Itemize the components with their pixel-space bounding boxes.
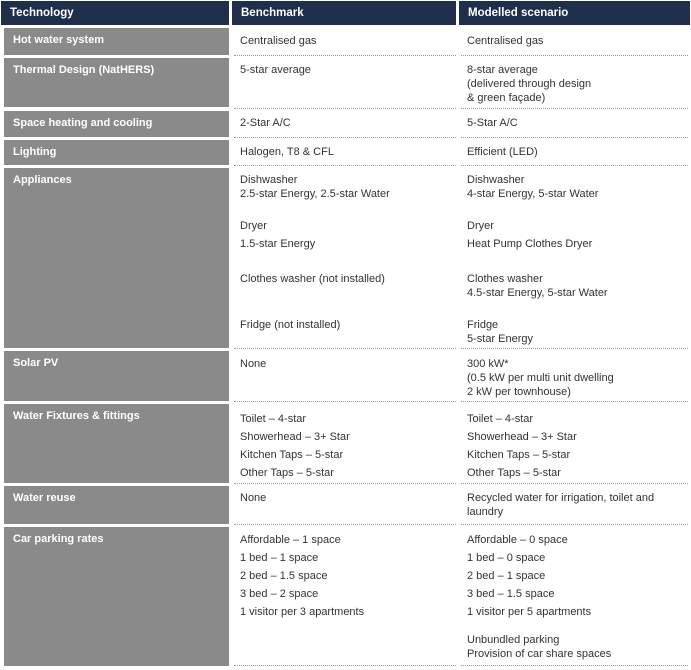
comparison-table [1,1,690,668]
modelled-water-reuse [467,491,689,519]
modelled-lighting [467,145,689,159]
benchmark-line: Affordable – 1 space [240,534,341,546]
benchmark-hot-water [240,34,454,48]
modelled-appliances-dishwasher [467,173,689,201]
modelled-line: Provision of car share spaces [467,648,612,660]
benchmark-line: 2-Star A/C [240,117,291,129]
benchmark-line: Dishwasher [240,174,298,186]
row-divider [461,348,688,349]
modelled-line: 3 bed – 1.5 space [467,588,555,600]
header-technology: Technology [1,1,229,25]
modelled-line: Dishwasher [467,174,525,186]
row-divider [461,483,688,484]
benchmark-line: 1 visitor per 3 apartments [240,606,365,618]
modelled-line: 2 bed – 1 space [467,570,546,582]
modelled-line: 4-star Energy, 5-star Water [467,188,599,200]
benchmark-line: Showerhead – 3+ Star [240,431,350,443]
benchmark-water-reuse [240,491,454,505]
modelled-line: 4.5-star Energy, 5-star Water [467,287,608,299]
modelled-line: (0.5 kW per multi unit dwelling [467,372,614,384]
modelled-line: 1 bed – 0 space [467,552,546,564]
row-divider [461,401,688,402]
benchmark-appliances-fridge [240,318,454,332]
benchmark-solar-pv [240,357,454,371]
benchmark-line: Clothes washer (not installed) [240,273,385,285]
benchmark-line: 1 bed – 1 space [240,552,319,564]
row-divider [234,348,456,349]
benchmark-line: Other Taps – 5-star [240,467,334,479]
benchmark-line: None [240,492,267,504]
benchmark-appliances-dishwasher [240,173,454,201]
benchmark-line: 3 bed – 2 space [240,588,319,600]
row-label-solar-pv: Solar PV [4,351,229,401]
row-divider [461,665,688,666]
benchmark-line: Kitchen Taps – 5-star [240,449,344,461]
row-divider [234,55,456,56]
benchmark-line: 2 bed – 1.5 space [240,570,328,582]
benchmark-car-parking [240,531,454,621]
benchmark-line: Dryer [240,220,267,232]
benchmark-water-fixtures [240,410,454,482]
row-divider [234,165,456,166]
row-divider [461,165,688,166]
benchmark-space-heating [240,116,454,130]
modelled-car-parking [467,531,689,621]
row-divider [234,665,456,666]
benchmark-line: Halogen, T8 & CFL [240,146,334,158]
row-divider [234,483,456,484]
modelled-hot-water [467,34,689,48]
modelled-line: 5-Star A/C [467,117,518,129]
row-label-water-reuse: Water reuse [4,486,229,524]
modelled-line: 8-star average [467,64,538,76]
modelled-solar-pv [467,357,689,399]
row-label-water-fixtures: Water Fixtures & fittings [4,404,229,483]
row-label-lighting: Lighting [4,140,229,165]
modelled-appliances-washer [467,272,689,300]
modelled-line: Heat Pump Clothes Dryer [467,238,593,250]
row-divider [234,108,456,109]
modelled-water-fixtures [467,410,689,482]
modelled-thermal-design [467,63,689,105]
row-divider [461,137,688,138]
modelled-line: Other Taps – 5-star [467,467,561,479]
row-divider [461,108,688,109]
modelled-line: Fridge [467,319,499,331]
header-modelled: Modelled scenario [459,1,690,25]
modelled-appliances-fridge [467,318,689,346]
benchmark-line: 5-star average [240,64,311,76]
modelled-line: Kitchen Taps – 5-star [467,449,571,461]
row-divider [234,137,456,138]
modelled-line: (delivered through design [467,78,592,90]
benchmark-appliances-washer [240,272,454,286]
benchmark-appliances-dryer [240,219,454,251]
modelled-line: Affordable – 0 space [467,534,568,546]
modelled-line: Showerhead – 3+ Star [467,431,577,443]
row-divider [234,524,456,525]
modelled-line: Unbundled parking [467,634,560,646]
modelled-line: 1 visitor per 5 apartments [467,606,592,618]
modelled-car-parking-extra [467,633,689,661]
modelled-line: Clothes washer [467,273,543,285]
row-label-appliances: Appliances [4,168,229,348]
benchmark-line: None [240,358,267,370]
benchmark-line: Toilet – 4-star [240,413,307,425]
modelled-line: Dryer [467,220,494,232]
row-label-car-parking: Car parking rates [4,527,229,666]
row-label-space-heating: Space heating and cooling [4,111,229,137]
row-label-hot-water: Hot water system [4,28,229,55]
benchmark-line: 2.5-star Energy, 2.5-star Water [240,188,390,200]
modelled-line: 2 kW per townhouse) [467,386,571,398]
benchmark-thermal-design [240,63,454,77]
row-divider [234,401,456,402]
modelled-line: 5-star Energy [467,333,534,345]
benchmark-line: 1.5-star Energy [240,238,316,250]
modelled-line: Recycled water for irrigation, toilet and [467,492,655,504]
modelled-line: laundry [467,506,504,518]
benchmark-lighting [240,145,454,159]
benchmark-line: Fridge (not installed) [240,319,341,331]
row-divider [461,55,688,56]
row-divider [461,524,688,525]
modelled-appliances-dryer [467,219,689,251]
row-label-thermal-design: Thermal Design (NatHERS) [4,58,229,107]
modelled-line: Toilet – 4-star [467,413,534,425]
modelled-line: & green façade) [467,92,546,104]
modelled-line: 300 kW* [467,358,509,370]
modelled-space-heating [467,116,689,130]
benchmark-line: Centralised gas [240,35,317,47]
modelled-line: Centralised gas [467,35,544,47]
modelled-line: Efficient (LED) [467,146,538,158]
header-benchmark: Benchmark [232,1,456,25]
